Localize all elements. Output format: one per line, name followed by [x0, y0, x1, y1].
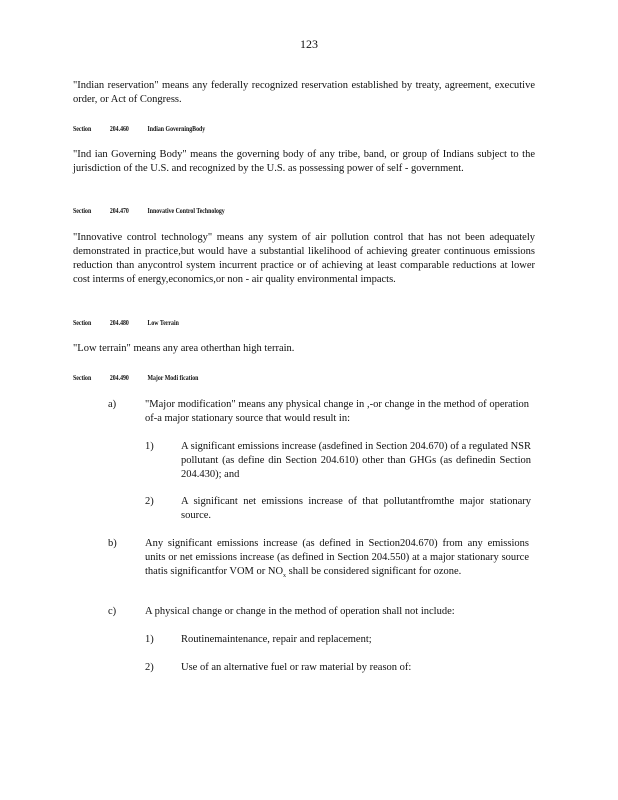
list-item-b-text: Any significant emissions increase (as defined in Section204.670) from any emissions units or net emissions increase (as defined in Section 204.550) at a major stationary source thatis significantfor VOM or NO: [145, 538, 529, 577]
section-number: 204.480: [109, 318, 129, 327]
section-title: Major Modi fication: [147, 373, 199, 382]
subscript-x: x: [283, 573, 287, 580]
section-number: 204.490: [109, 373, 129, 382]
section-heading-204-460: [73, 124, 433, 133]
list-label-c-2: 2): [145, 662, 154, 673]
section-heading-204-480: [73, 318, 433, 327]
list-label-a-2: 2): [145, 496, 154, 507]
section-heading-204-490: [73, 373, 433, 382]
section-number: 204.460: [109, 124, 129, 133]
list-item-b: [145, 537, 529, 583]
definition-innovative-control-technology: "Innovative control technology" means any system of air pollution control that has not been adequately demonstrated in practice,but would have a substantial likelihood of achieving greater continuous emissions reduction than anycontrol system incurrent practice or of achieving at least comparable reductions at lower cost interms of energy,economics,or non - air quality environmental impacts.: [73, 232, 535, 285]
definition-low-terrain: "Low terrain" means any area otherthan high terrain.: [73, 343, 295, 354]
list-item-a-2: A significant net emissions increase of that pollutantfromthe major stationary source.: [181, 496, 531, 521]
list-item-a-1: A significant emissions increase (asdefined in Section 204.670) of a regulated NSR pollutant (as define din Section 204.610) other than GHGs (as definedin Section 204.430); and: [181, 441, 531, 480]
definition-indian-reservation: "Indian reservation" means any federally recognized reservation established by treaty, agreement, executive order, or Act of Congress.: [73, 80, 535, 105]
section-heading-204-470: [73, 206, 433, 215]
section-word: Section: [73, 124, 92, 133]
list-item-b-text-end: shall be considered significant for ozone.: [288, 566, 462, 577]
section-word: Section: [73, 373, 92, 382]
list-label-a: a): [108, 399, 117, 410]
list-label-c-1: 1): [145, 634, 154, 645]
section-number: 204.470: [109, 206, 129, 215]
list-item-a: "Major modification" means any physical change in ,-or change in the method of operation of-a major stationary source that would result in:: [145, 399, 529, 424]
section-word: Section: [73, 206, 92, 215]
list-item-c: A physical change or change in the method of operation shall not include:: [145, 606, 455, 617]
list-label-b: b): [108, 538, 117, 549]
list-label-c: c): [108, 606, 117, 617]
definition-indian-governing-body: "Ind ian Governing Body" means the governing body of any tribe, band, or group of Indians subject to the jurisdiction of the U.S. and recognized by the U.S. as possessing power of self - government.: [73, 149, 535, 174]
section-title: Indian GoverningBody: [147, 124, 206, 133]
section-word: Section: [73, 318, 92, 327]
list-label-a-1: 1): [145, 441, 154, 452]
list-item-c-2: Use of an alternative fuel or raw material by reason of:: [181, 662, 412, 673]
section-title: Innovative Control Technology: [147, 206, 225, 215]
section-title: Low Terrain: [147, 318, 179, 327]
page-number: 123: [300, 37, 318, 51]
list-item-c-1: Routinemaintenance, repair and replacement;: [181, 634, 372, 645]
